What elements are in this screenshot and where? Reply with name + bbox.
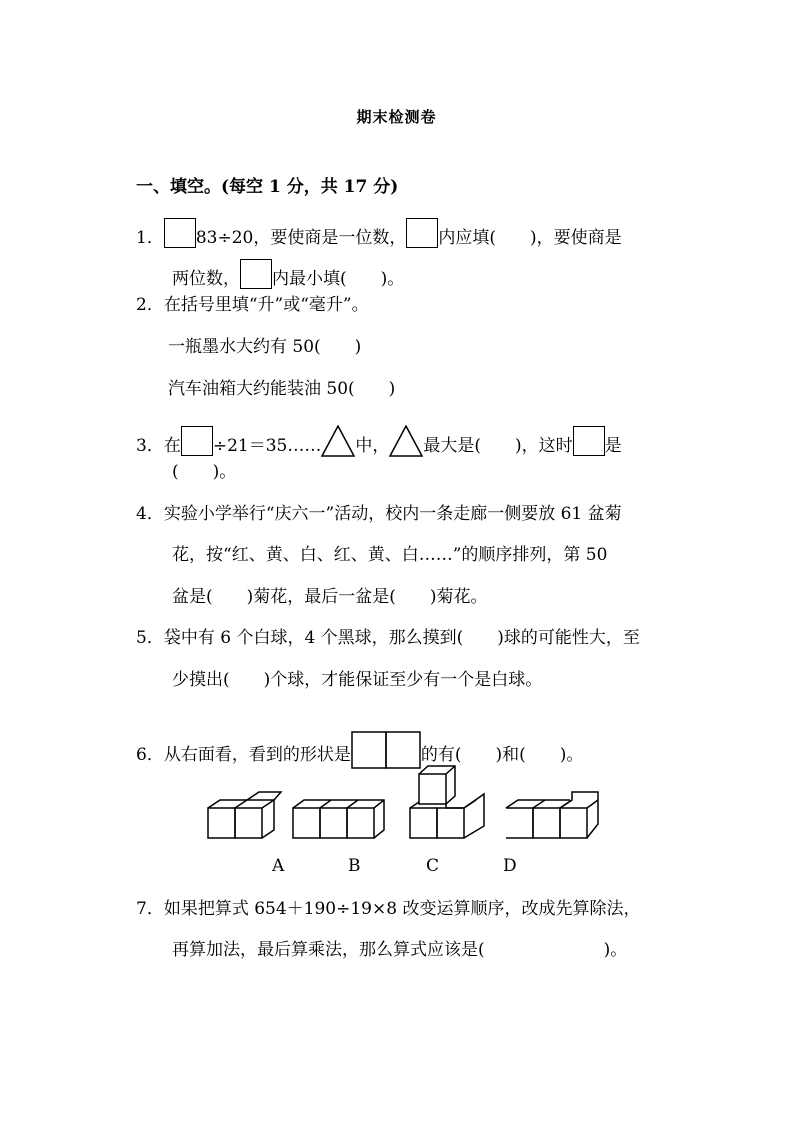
question-text: 袋中有 6 个白球，4 个黑球，那么摸到( )球的可能性大，至 — [163, 628, 640, 648]
figure-c-cubes — [410, 766, 484, 838]
figure-label-d: D — [503, 856, 517, 876]
question-text: 两位数， — [172, 269, 240, 289]
figure-b-cubes — [293, 800, 384, 838]
question-number: 6． — [136, 745, 164, 765]
question-5-line-2: 少摸出( )个球，才能保证至少有一个是白球。 — [172, 670, 543, 690]
question-1-line-1 — [136, 218, 622, 249]
question-text: 内应填( )，要使商是 — [438, 228, 622, 248]
figure-label-c: C — [426, 856, 440, 876]
blank-box — [406, 218, 438, 248]
question-text: 最大是( )，这时 — [423, 436, 573, 456]
question-number: 3． — [136, 436, 164, 456]
question-4-line-1 — [136, 503, 622, 525]
figure-d-cubes — [506, 792, 598, 838]
question-text: 内最小填( )。 — [272, 269, 405, 289]
section-heading: 一、填空。(每空 1 分，共 17 分) — [136, 177, 399, 197]
blank-box — [573, 426, 605, 456]
question-2-line-1 — [136, 294, 369, 316]
question-2-line-3: 汽车油箱大约能装油 50( ) — [168, 379, 396, 399]
question-text: 的有( )和( )。 — [420, 745, 584, 765]
question-text: 从右面看，看到的形状是 — [163, 745, 351, 765]
page-title: 期末检测卷 — [356, 108, 437, 126]
question-5-line-1 — [136, 627, 640, 649]
figure-label-a: A — [272, 856, 285, 876]
question-4-line-3: 盆是( )菊花，最后一盆是( )菊花。 — [172, 587, 488, 607]
question-number: 7． — [136, 899, 164, 919]
question-7-line-1 — [136, 898, 640, 920]
question-text: ÷21＝35…… — [212, 436, 322, 456]
question-text: 在括号里填“升”或“毫升”。 — [163, 295, 369, 315]
question-number: 1． — [136, 228, 164, 248]
figure-label-b: B — [348, 856, 361, 876]
question-2-line-2: 一瓶墨水大约有 50( ) — [168, 337, 362, 357]
question-4-line-2: 花，按“红、黄、白、红、黄、白……”的顺序排列，第 50 — [172, 545, 608, 565]
figure-a-cubes — [208, 792, 281, 838]
question-3-line-1 — [136, 425, 622, 457]
blank-box — [164, 218, 196, 248]
question-3-line-2: ( )。 — [172, 462, 237, 482]
question-text: 83÷20，要使商是一位数， — [195, 228, 407, 248]
question-number: 4． — [136, 504, 164, 524]
blank-box — [181, 426, 213, 456]
question-text: 实验小学举行“庆六一”活动，校内一条走廊一侧要放 61 盆菊 — [163, 504, 622, 524]
question-7-line-2: 再算加法，最后算乘法，那么算式应该是( )。 — [172, 940, 628, 960]
question-text: 如果把算式 654＋190÷19×8 改变运算顺序，改成先算除法， — [163, 899, 641, 919]
triangle-icon — [389, 425, 423, 457]
question-number: 2． — [136, 295, 164, 315]
question-text: 中， — [355, 436, 390, 456]
triangle-icon — [321, 425, 355, 457]
question-number: 5． — [136, 628, 164, 648]
question-text: 是 — [604, 436, 622, 456]
question-text: 在 — [163, 436, 181, 456]
question-1-line-2 — [172, 259, 404, 290]
blank-box — [240, 259, 272, 289]
cube-figures — [200, 764, 600, 844]
